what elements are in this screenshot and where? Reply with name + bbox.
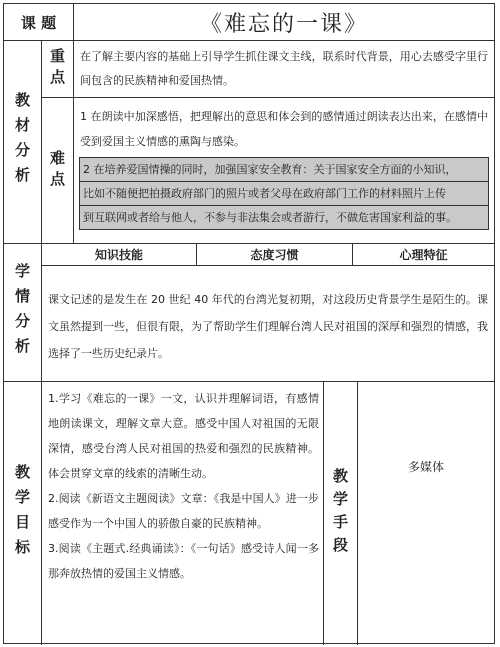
teaching-objectives-list (42, 382, 324, 645)
teaching-objectives-label: 教学目标 (4, 382, 42, 645)
teaching-means-value: 多媒体 (407, 460, 444, 474)
topic-label: 课 题 (4, 4, 74, 40)
key-point-label: 重点 (42, 41, 74, 97)
student-analysis-text: 课文记述的是发生在 20 世纪 40 年代的台湾光复初期，对这段历史背景学生是陌生的。课文虽然提到一些，但很有限，为了帮助学生们理解台湾人民对祖国的深厚和强烈的情感，我选择了一些历史纪录片。 (48, 293, 488, 360)
column-attitude-habits: 态度习惯 (197, 244, 353, 265)
difficult-point-content (74, 98, 494, 243)
teaching-means-label: 教学手段 (324, 382, 358, 645)
difficult-point-item-2 (80, 158, 488, 229)
teaching-objectives-row (4, 382, 494, 645)
title-row (4, 4, 494, 41)
student-analysis-row (4, 244, 494, 382)
textbook-analysis-label: 教材分析 (4, 41, 42, 243)
difficult-point-label: 难点 (42, 98, 74, 243)
difficult-point-row (42, 98, 494, 243)
student-analysis-columns (42, 244, 494, 266)
key-point-row (42, 41, 494, 98)
student-analysis-label: 学情分析 (4, 244, 42, 381)
lesson-title: 《难忘的一课》 (199, 11, 368, 37)
key-point-text: 在了解主要内容的基础上引导学生抓住课文主线，联系时代背景，用心去感受字里行间包含的民族精神和爱国热情。 (80, 50, 488, 87)
difficult-point-item-2-line-3: 到互联网或者给与他人，不参与非法集会或者游行，不做危害国家利益的事。 (80, 206, 488, 229)
objective-item-1: 1.学习《难忘的一课》一文，认识并理解词语，有感情地朗读课文，理解文章大意。感受中国人对祖国的无限深情，感受台湾人民对祖国的热爱和强烈的民族精神。体会贯穿文章的线索的清晰生动。 (48, 392, 319, 480)
column-knowledge-skills: 知识技能 (42, 244, 197, 265)
column-psychological-traits: 心理特征 (399, 248, 448, 262)
objective-item-3: 3.阅读《主题式.经典诵读》：《一句话》感受诗人闻一多那奔放热情的爱国主义情感。 (48, 542, 319, 580)
difficult-point-item-1: 1 在朗读中加深感悟，把理解出的意思和体会到的感情通过朗读表达出来，在感情中受到爱国主义情感的熏陶与感染。 (80, 110, 488, 148)
lesson-plan-table (3, 3, 495, 644)
difficult-point-item-2-line-1: 2 在培养爱国情操的同时，加强国家安全教育：关于国家安全方面的小知识， (80, 158, 488, 181)
difficult-point-item-2-line-2: 比如不随便把拍摄政府部门的照片或者父母在政府部门工作的材料照片上传 (80, 182, 488, 205)
textbook-analysis-row (4, 41, 494, 244)
objective-item-2: 2.阅读《新语文主题阅读》文章：《我是中国人》进一步感受作为一个中国人的骄傲自豪的民族精神。 (48, 492, 319, 530)
teaching-means-cell (358, 382, 494, 645)
